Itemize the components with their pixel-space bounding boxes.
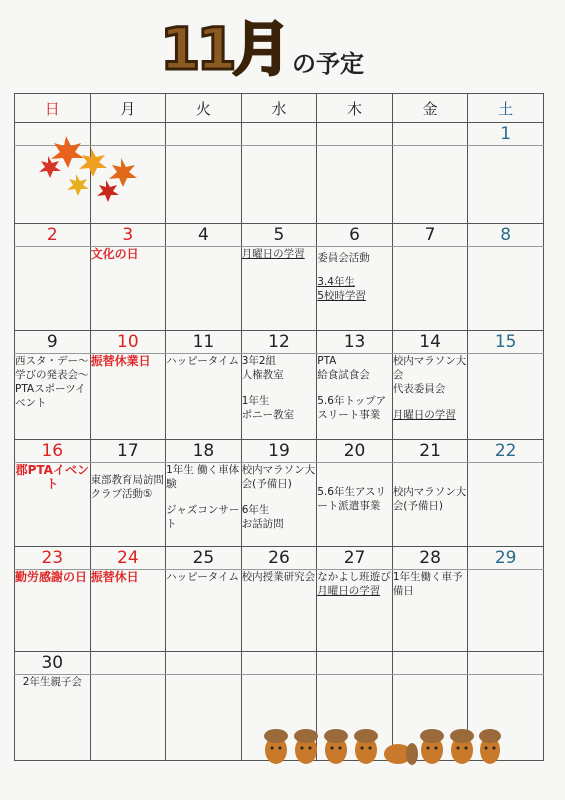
weekday-sun: 日 <box>15 94 91 123</box>
week-6-numbers <box>15 652 544 675</box>
weekday-tue: 火 <box>166 94 242 123</box>
day-number: 13 <box>317 331 393 354</box>
event: 西スタ・デー～学びの発表会～PTAスポーツイベント <box>15 355 89 409</box>
event: ハッピータイム <box>166 355 239 367</box>
event: 校内マラソン大会 <box>392 355 467 381</box>
event: 文化の日 <box>90 247 139 261</box>
event: 5.6年トップアスリート事業 <box>317 395 387 421</box>
day-cell <box>90 354 166 440</box>
day-cell <box>90 675 166 761</box>
event: ポニー教室 <box>241 409 295 421</box>
event: ジャズコンサート <box>166 504 240 530</box>
maple-leaf-icon <box>39 136 137 202</box>
day-cell <box>166 463 242 547</box>
day-number: 9 <box>15 331 91 354</box>
weekday-wed: 水 <box>241 94 317 123</box>
day-cell <box>166 570 242 652</box>
event: 東部教育局訪問 <box>90 474 165 486</box>
day-number <box>241 652 317 675</box>
day-number <box>166 652 242 675</box>
day-number: 17 <box>90 440 166 463</box>
event: お話訪問 <box>241 518 284 530</box>
day-cell <box>468 463 544 547</box>
day-cell <box>317 463 393 547</box>
event: 月曜日の学習 <box>392 409 456 421</box>
event: 振替休業日 <box>90 354 151 368</box>
day-cell <box>392 463 468 547</box>
event: 月曜日の学習 <box>317 585 381 597</box>
day-cell <box>166 247 242 331</box>
day-number: 18 <box>166 440 242 463</box>
day-cell <box>468 354 544 440</box>
event: 5校時学習 <box>317 290 366 302</box>
day-cell <box>468 570 544 652</box>
day-number: 23 <box>15 547 91 570</box>
title-suffix: の予定 <box>292 50 364 78</box>
week-4-numbers <box>15 440 544 463</box>
day-number: 25 <box>166 547 242 570</box>
day-cell <box>15 570 91 652</box>
day-cell <box>90 247 166 331</box>
day-cell <box>90 463 166 547</box>
event: 給食試食会 <box>317 369 370 381</box>
day-cell <box>241 247 317 331</box>
event: 1年生働く車予備日 <box>392 571 463 597</box>
event: 郡PTAイベント <box>15 463 89 491</box>
day-number: 19 <box>241 440 317 463</box>
event: 3.4年生 <box>317 276 355 288</box>
day-number <box>90 652 166 675</box>
day-number: 15 <box>468 331 544 354</box>
day-cell <box>468 247 544 331</box>
event: 代表委員会 <box>392 383 446 395</box>
month-label: 11月 <box>160 15 287 83</box>
day-number: 14 <box>392 331 468 354</box>
week-2-content <box>15 247 544 331</box>
day-cell <box>392 146 468 224</box>
event: 振替休日 <box>90 570 139 584</box>
day-cell <box>241 570 317 652</box>
event: 校内マラソン大会(予備日) <box>392 486 467 512</box>
day-number: 26 <box>241 547 317 570</box>
day-number: 12 <box>241 331 317 354</box>
weekday-fri: 金 <box>392 94 468 123</box>
day-number: 16 <box>15 440 91 463</box>
event: 1年生 <box>241 395 270 407</box>
event: 3年2組 <box>241 355 277 367</box>
week-5-numbers <box>15 547 544 570</box>
day-cell <box>166 146 242 224</box>
event: クラブ活動⑤ <box>90 488 153 500</box>
day-cell <box>392 247 468 331</box>
weekday-sat: 土 <box>468 94 544 123</box>
event: 6年生 <box>241 504 270 516</box>
day-number: 5 <box>241 224 317 247</box>
day-number: 10 <box>90 331 166 354</box>
day-number <box>166 123 242 146</box>
day-cell <box>317 247 393 331</box>
day-cell <box>317 146 393 224</box>
day-number: 22 <box>468 440 544 463</box>
day-number: 24 <box>90 547 166 570</box>
day-cell <box>241 146 317 224</box>
day-number: 2 <box>15 224 91 247</box>
day-number: 1 <box>468 123 544 146</box>
day-number: 6 <box>317 224 393 247</box>
event: 勤労感謝の日 <box>15 570 88 584</box>
event: 校内マラソン大会(予備日) <box>241 464 316 490</box>
day-number <box>241 123 317 146</box>
day-number: 7 <box>392 224 468 247</box>
day-number <box>468 652 544 675</box>
day-cell <box>15 675 91 761</box>
week-3-numbers <box>15 331 544 354</box>
week-4-content <box>15 463 544 547</box>
week-2-numbers <box>15 224 544 247</box>
event: PTA <box>317 355 337 367</box>
day-cell <box>241 354 317 440</box>
day-cell <box>15 463 91 547</box>
day-cell <box>317 570 393 652</box>
week-3-content <box>15 354 544 440</box>
day-number: 20 <box>317 440 393 463</box>
day-number <box>392 652 468 675</box>
event: 校内授業研究会 <box>241 571 316 583</box>
acorn-icon <box>264 729 501 765</box>
day-number: 11 <box>166 331 242 354</box>
day-cell <box>317 354 393 440</box>
day-number: 21 <box>392 440 468 463</box>
day-number: 4 <box>166 224 242 247</box>
day-cell <box>468 146 544 224</box>
day-number: 28 <box>392 547 468 570</box>
day-cell <box>392 570 468 652</box>
day-cell <box>392 354 468 440</box>
day-cell <box>15 354 91 440</box>
day-number: 3 <box>90 224 166 247</box>
acorn-characters-illustration <box>262 716 502 770</box>
day-number <box>317 123 393 146</box>
autumn-leaves-illustration <box>36 128 146 208</box>
event: 人権教室 <box>241 369 284 381</box>
week-5-content <box>15 570 544 652</box>
event: 月曜日の学習 <box>241 248 305 260</box>
weekday-mon: 月 <box>90 94 166 123</box>
day-number <box>392 123 468 146</box>
weekday-thu: 木 <box>317 94 393 123</box>
event: 5.6年生アスリート派遣事業 <box>317 486 387 512</box>
day-cell <box>15 247 91 331</box>
weekday-header-row <box>15 94 544 123</box>
event: 委員会活動 <box>317 252 370 264</box>
day-number: 30 <box>15 652 91 675</box>
day-number: 27 <box>317 547 393 570</box>
day-cell <box>166 354 242 440</box>
event: ハッピータイム <box>166 571 239 583</box>
day-number: 8 <box>468 224 544 247</box>
day-cell <box>166 675 242 761</box>
event: なかよし班遊び <box>317 571 391 583</box>
day-cell <box>241 463 317 547</box>
day-number <box>317 652 393 675</box>
day-number: 29 <box>468 547 544 570</box>
event: 1年生 働く車体験 <box>166 464 240 490</box>
day-cell <box>90 570 166 652</box>
calendar-title <box>160 14 420 84</box>
event: 2年生親子会 <box>22 676 82 688</box>
